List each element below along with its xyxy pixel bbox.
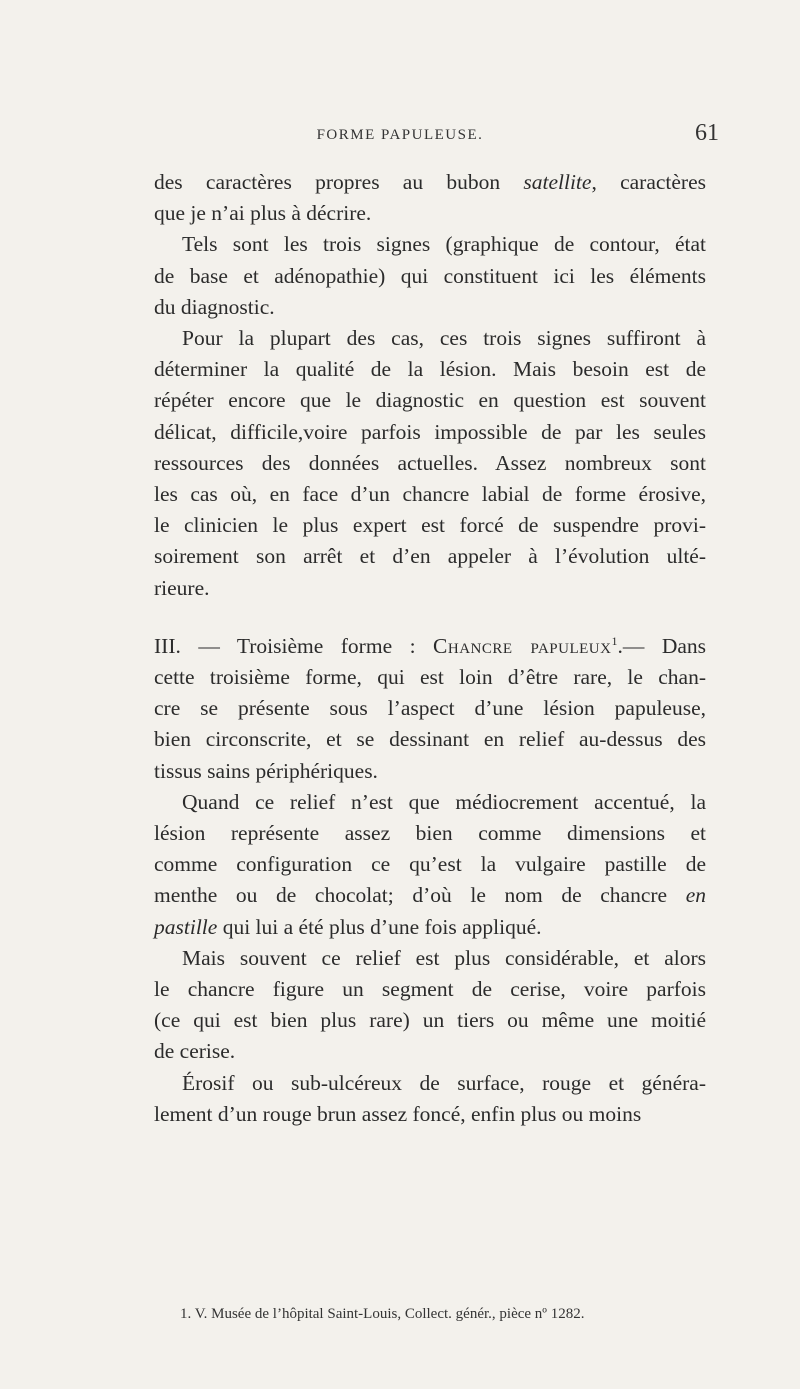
- running-title: FORME PAPULEUSE.: [316, 127, 484, 143]
- text-line: Tels sont les trois signes (graphique de contour, état: [182, 232, 706, 257]
- text-line: pastille qui lui a été plus d’une fois appliqué.: [154, 914, 542, 939]
- text-line: du diagnostic.: [154, 294, 275, 319]
- paragraph: [154, 229, 706, 323]
- text-line: des caractères propres au bubon satellite, caractères: [154, 170, 706, 194]
- section-heading: Chancre papuleux: [433, 633, 612, 658]
- paragraph: [154, 943, 706, 1068]
- text-line: le clinicien le plus expert est forcé de suspendre provi-: [154, 513, 706, 538]
- text-line: lement d’un rouge brun assez foncé, enfin plus ou moins: [154, 1101, 642, 1126]
- text-line: Quand ce relief n’est que médiocrement accentué, la: [182, 789, 706, 814]
- text-line: bien circonscrite, et se dessinant en relief au-dessus des: [154, 727, 706, 752]
- text-line: tissus sains périphériques.: [154, 758, 378, 783]
- text-line: déterminer la qualité de la lésion. Mais besoin est de: [154, 357, 706, 382]
- paragraph: [154, 787, 706, 943]
- text-line: le chancre figure un segment de cerise, voire parfois: [154, 977, 706, 1002]
- text-line: cre se présente sous l’aspect d’une lésion papuleuse,: [154, 696, 706, 721]
- footnote: 1. V. Musée de l’hôpital Saint-Louis, Collect. génér., pièce nº 1282.: [180, 1306, 585, 1322]
- text-line: soirement son arrêt et d’en appeler à l’évolution ulté-: [154, 544, 706, 569]
- text-line: les cas où, en face d’un chancre labial de forme érosive,: [154, 482, 706, 507]
- text-line: cette troisième forme, qui est loin d’être rare, le chan-: [154, 665, 706, 690]
- italic-term: pastille: [154, 914, 218, 939]
- paragraph: [154, 167, 706, 229]
- body-text: [154, 167, 706, 1130]
- paragraph: [154, 323, 706, 604]
- text-line: III. — Troisième forme : Chancre papuleux$^1$.— Dans: [154, 633, 707, 658]
- paragraph: [154, 631, 706, 787]
- text-line: de base et adénopathie) qui constituent ici les éléments: [154, 263, 706, 288]
- text-line: Mais souvent ce relief est plus considérable, et alors: [182, 945, 706, 970]
- text-line: Pour la plupart des cas, ces trois signes suffiront à: [182, 326, 706, 351]
- text-line: de cerise.: [154, 1039, 236, 1064]
- text-line: comme configuration ce qu’est la vulgaire pastille de: [154, 852, 706, 877]
- text-line: menthe ou de chocolat; d’où le nom de chancre en: [154, 883, 706, 908]
- text-line: rieure.: [154, 575, 210, 600]
- text-line: que je n’ai plus à décrire.: [154, 201, 372, 226]
- text-line: délicat, difficile,voire parfois impossible de par les seules: [154, 419, 706, 444]
- paragraph: [154, 1068, 706, 1130]
- text-line: ressources des données actuelles. Assez nombreux sont: [154, 450, 706, 475]
- italic-term: en: [685, 883, 706, 908]
- page-number: 61: [695, 120, 719, 146]
- text-line: Érosif ou sub-ulcéreux de surface, rouge et généra-: [182, 1070, 706, 1095]
- text-line: lésion représente assez bien comme dimensions et: [154, 821, 706, 846]
- italic-term: satellite: [523, 170, 592, 194]
- footnote-marker: 1: [611, 633, 618, 648]
- text-line: (ce qui est bien plus rare) un tiers ou même une moitié: [154, 1008, 706, 1033]
- text-line: répéter encore que le diagnostic en question est souvent: [154, 388, 706, 413]
